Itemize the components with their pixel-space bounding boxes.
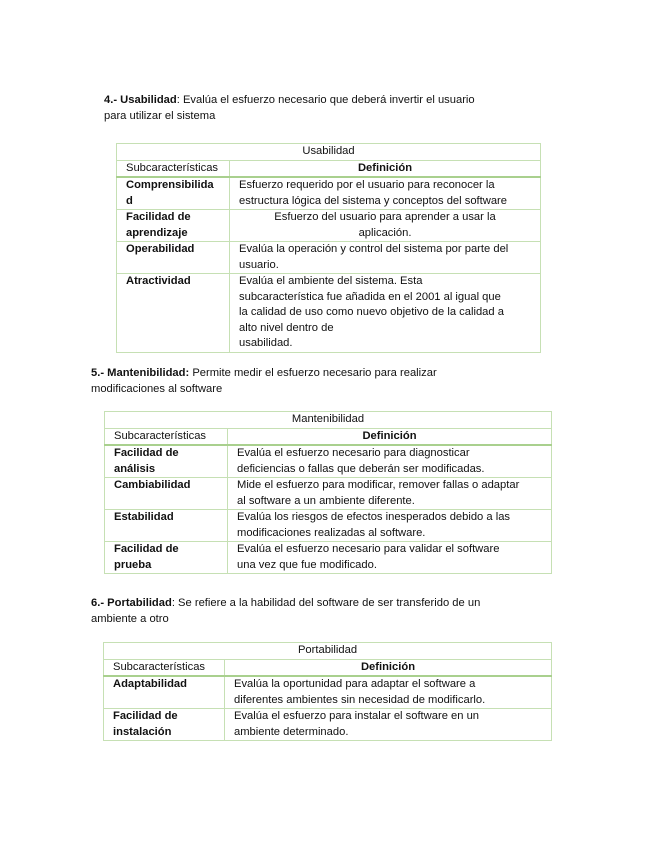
section-4-term: Usabilidad bbox=[120, 94, 177, 106]
portabilidad-table bbox=[103, 642, 552, 741]
table-row: Comprensibilida d Esfuerzo requerido por el usuario para reconocer la estructura lógica del sistema y conceptos del software bbox=[117, 177, 541, 210]
section-6-paragraph: 6.- Portabilidad: Se refiere a la habilidad del software de ser transferido de un ambiente a otro bbox=[91, 596, 561, 627]
section-6-term: Portabilidad bbox=[107, 597, 172, 609]
section-5-number: 5.- bbox=[91, 367, 105, 379]
section-5-paragraph bbox=[91, 366, 561, 397]
section-6-number: 6.- bbox=[91, 597, 105, 609]
table-row: Facilidad de aprendizaje Esfuerzo del usuario para aprender a usar la aplicación. bbox=[117, 210, 541, 242]
column-header-subcaracteristicas: Subcaracterísticas bbox=[104, 659, 225, 676]
table-title: Portabilidad bbox=[104, 643, 552, 660]
table-title: Mantenibilidad bbox=[105, 412, 552, 429]
table-title: Usabilidad bbox=[117, 144, 541, 161]
section-5-text-line1: Permite medir el esfuerzo necesario para realizar bbox=[189, 367, 437, 379]
column-header-definicion: Definición bbox=[230, 160, 541, 177]
section-4-paragraph: 4.- Usabilidad: Evalúa el esfuerzo necesario que deberá invertir el usuario para utilizar el sistema bbox=[104, 93, 564, 124]
table-row: Facilidad de análisis Evalúa el esfuerzo necesario para diagnosticar deficiencias o fallas que deberán ser modificadas. bbox=[105, 445, 552, 478]
table-row: Estabilidad Evalúa los riesgos de efectos inesperados debido a las modificaciones realizadas al software. bbox=[105, 510, 552, 542]
table-row: Facilidad de prueba Evalúa el esfuerzo necesario para validar el software una vez que fue modificado. bbox=[105, 542, 552, 574]
section-4-text-line1: Evalúa el esfuerzo necesario que deberá invertir el usuario bbox=[179, 94, 475, 106]
section-4-number: 4.- bbox=[104, 94, 118, 106]
table-row: Adaptabilidad Evalúa la oportunidad para adaptar el software a diferentes ambientes sin necesidad de modificarlo. bbox=[104, 676, 552, 709]
column-header-definicion: Definición bbox=[228, 428, 552, 445]
usabilidad-table bbox=[116, 143, 541, 353]
column-header-subcaracteristicas: Subcaracterísticas bbox=[105, 428, 228, 445]
table-row: Atractividad Evalúa el ambiente del sistema. Esta subcaracterística fue añadida en el 2001 al igual que la calidad de uso como nuevo objetivo de la calidad a alto nivel dentro de usabilidad. bbox=[117, 274, 541, 353]
mantenibilidad-table bbox=[104, 411, 552, 574]
table-row: Cambiabilidad Mide el esfuerzo para modificar, remover fallas o adaptar al software a un ambiente diferente. bbox=[105, 478, 552, 510]
section-6-text-line1: Se refiere a la habilidad del software de ser transferido de un bbox=[174, 597, 481, 609]
section-5-text-line2: modificaciones al software bbox=[91, 382, 223, 395]
section-6-text-line2: ambiente a otro bbox=[91, 612, 169, 625]
table-row: Facilidad de instalación Evalúa el esfuerzo para instalar el software en un ambiente determinado. bbox=[104, 709, 552, 741]
column-header-subcaracteristicas: Subcaracterísticas bbox=[117, 160, 230, 177]
section-4-text-line2: para utilizar el sistema bbox=[104, 109, 216, 122]
section-5-term: Mantenibilidad: bbox=[107, 367, 190, 379]
table-row: Operabilidad Evalúa la operación y control del sistema por parte del usuario. bbox=[117, 242, 541, 274]
column-header-definicion: Definición bbox=[225, 659, 552, 676]
